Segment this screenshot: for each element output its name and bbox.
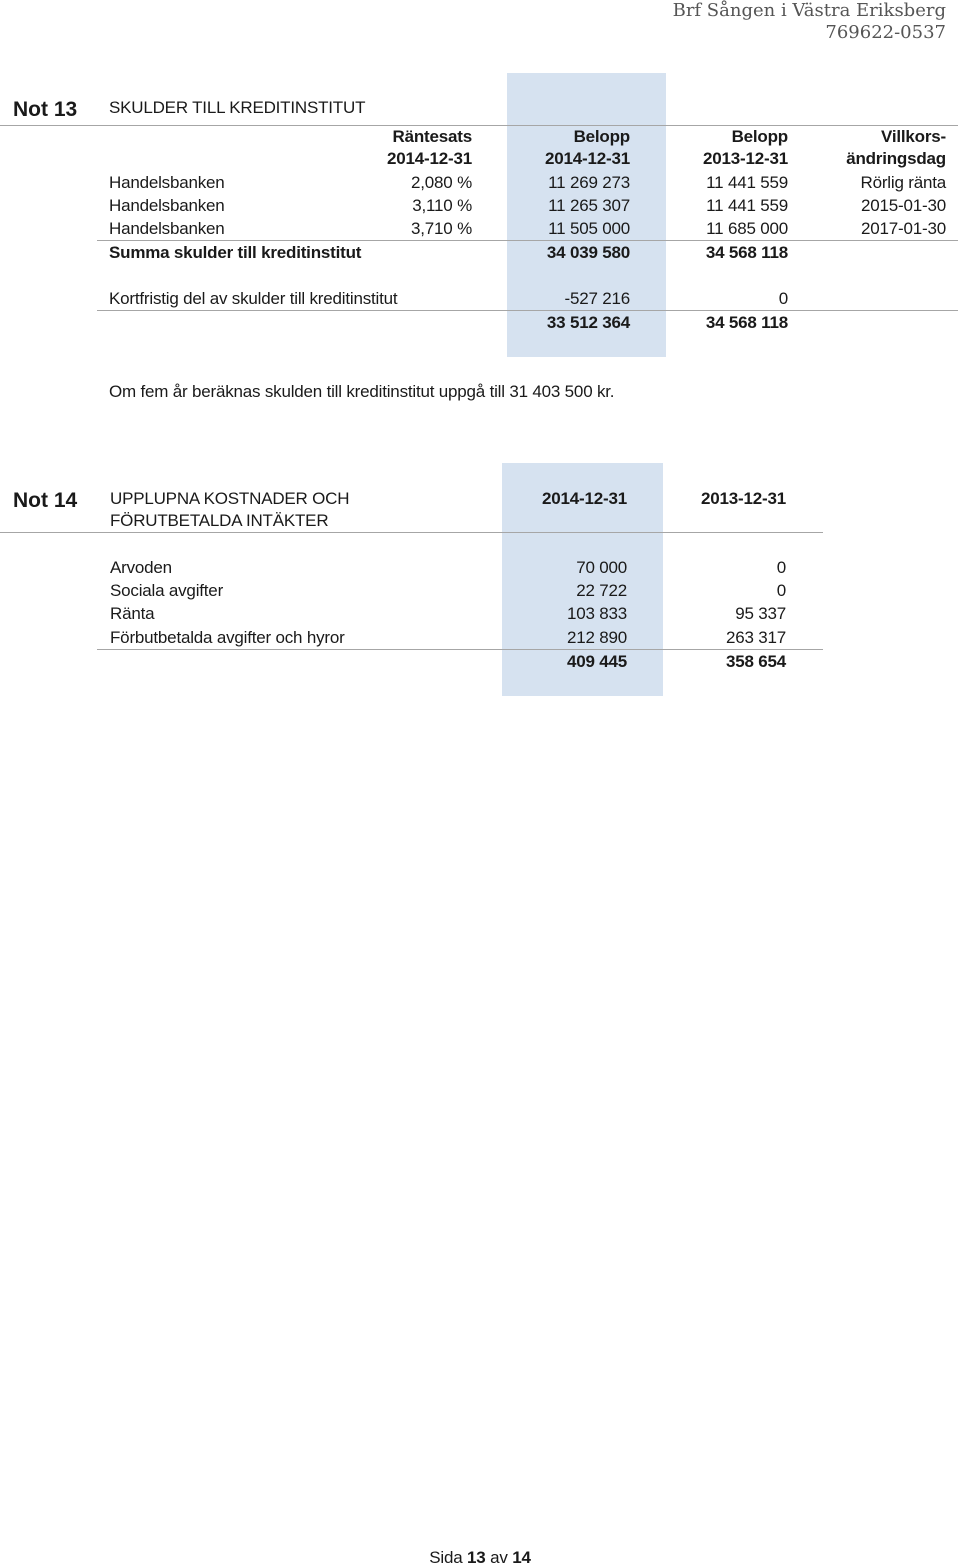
note13-col-rate-line2: 2014-12-31 bbox=[387, 149, 472, 168]
note13-title: SKULDER TILL KREDITINSTITUT bbox=[109, 98, 366, 117]
loan-row-amount-2013: 11 441 559 bbox=[706, 173, 788, 192]
loan-row-amount-2014: 11 505 000 bbox=[548, 219, 630, 238]
note13-short-term-label: Kortfristig del av skulder till kreditinstitut bbox=[109, 289, 398, 308]
note14-label: Not 14 bbox=[13, 489, 78, 512]
loan-row-amount-2014: 11 265 307 bbox=[548, 196, 630, 215]
note13-net-divider bbox=[97, 310, 958, 311]
note13-short-term-2013: 0 bbox=[778, 289, 788, 308]
loan-row-rate: 3,110 % bbox=[412, 196, 472, 215]
note13-rows-divider bbox=[97, 240, 958, 241]
accrual-row-2013: 95 337 bbox=[735, 604, 786, 623]
note13-col-amount2014-line2: 2014-12-31 bbox=[545, 149, 630, 168]
loan-row-name: Handelsbanken bbox=[109, 173, 225, 192]
note14-header-divider bbox=[0, 532, 823, 533]
footer-middle: av bbox=[490, 1548, 508, 1567]
note13-sum-label: Summa skulder till kreditinstitut bbox=[109, 243, 362, 262]
note13-col-amount2013-line1: Belopp bbox=[731, 127, 788, 146]
page-footer bbox=[0, 1548, 960, 1568]
note13-net-2013: 34 568 118 bbox=[705, 313, 788, 332]
accrual-row-name: Sociala avgifter bbox=[110, 581, 224, 600]
note13-footnote: Om fem år beräknas skulden till kreditinstitut uppgå till 31 403 500 kr. bbox=[109, 382, 615, 401]
note13-col-amount2014-line1: Belopp bbox=[573, 127, 630, 146]
accrual-row-name: Ränta bbox=[110, 604, 155, 623]
note13-sum-2014: 34 039 580 bbox=[546, 243, 630, 262]
accrual-row-2013: 263 317 bbox=[725, 628, 786, 647]
note14-title-line2: FÖRUTBETALDA INTÄKTER bbox=[110, 511, 329, 530]
loan-row-name: Handelsbanken bbox=[109, 196, 225, 215]
note13-col-amount2013-line2: 2013-12-31 bbox=[703, 149, 788, 168]
footer-total-pages: 14 bbox=[512, 1548, 531, 1567]
accrual-row-2014: 212 890 bbox=[566, 628, 627, 647]
loan-row-change-date: 2015-01-30 bbox=[861, 196, 946, 215]
footer-page-number: 13 bbox=[467, 1548, 486, 1567]
note13-short-term-2014: -527 216 bbox=[564, 289, 630, 308]
accrual-row-2013: 0 bbox=[776, 581, 786, 600]
loan-row-change-date: 2017-01-30 bbox=[861, 219, 946, 238]
organization-name: Brf Sången i Västra Eriksberg bbox=[672, 0, 946, 21]
accrual-row-2014: 70 000 bbox=[576, 558, 627, 577]
footer-prefix: Sida bbox=[429, 1548, 463, 1567]
accrual-row-name: Arvoden bbox=[110, 558, 172, 577]
organization-number: 769622-0537 bbox=[825, 22, 946, 43]
loan-row-amount-2014: 11 269 273 bbox=[548, 173, 630, 192]
note13-top-divider bbox=[0, 125, 958, 126]
accrual-row-2013: 0 bbox=[776, 558, 786, 577]
loan-row-rate: 3,710 % bbox=[411, 219, 472, 238]
note13-label: Not 13 bbox=[13, 98, 78, 121]
note14-total-divider bbox=[97, 649, 823, 650]
loan-row-change-date: Rörlig ränta bbox=[860, 173, 946, 192]
note14-total-2013: 358 654 bbox=[725, 652, 786, 671]
note13-col-change-date-line2: ändringsdag bbox=[846, 149, 946, 168]
note13-col-rate-line1: Räntesats bbox=[392, 127, 472, 146]
accrual-row-2014: 103 833 bbox=[566, 604, 627, 623]
note14-total-2014: 409 445 bbox=[566, 652, 627, 671]
accrual-row-name: Förbutbetalda avgifter och hyror bbox=[110, 628, 345, 647]
note13-col-change-date-line1: Villkors- bbox=[881, 127, 946, 146]
note14-col-2014: 2014-12-31 bbox=[542, 489, 627, 508]
loan-row-amount-2013: 11 685 000 bbox=[706, 219, 788, 238]
loan-row-rate: 2,080 % bbox=[411, 173, 472, 192]
note14-title-line1: UPPLUPNA KOSTNADER OCH bbox=[110, 489, 350, 508]
loan-row-name: Handelsbanken bbox=[109, 219, 225, 238]
note13-sum-2013: 34 568 118 bbox=[705, 243, 788, 262]
note13-net-2014: 33 512 364 bbox=[546, 313, 630, 332]
loan-row-amount-2013: 11 441 559 bbox=[706, 196, 788, 215]
note14-col-2013: 2013-12-31 bbox=[701, 489, 786, 508]
accrual-row-2014: 22 722 bbox=[576, 581, 627, 600]
